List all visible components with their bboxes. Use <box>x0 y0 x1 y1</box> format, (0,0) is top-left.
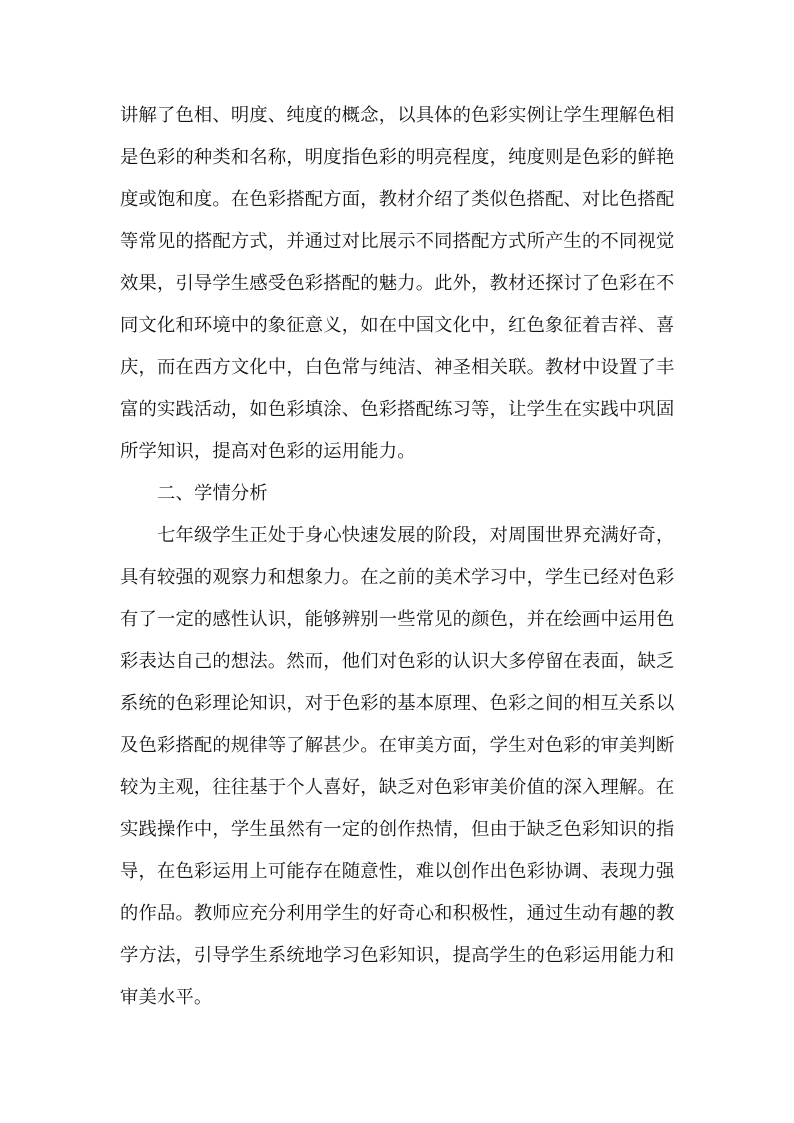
paragraph-line: 七年级学生正处于身心快速发展的阶段，对周围世界充满好奇， <box>157 525 675 546</box>
paragraph-line: 具有较强的观察力和想象力。在之前的美术学习中，学生已经对色彩 <box>120 567 675 588</box>
paragraph-line: 富的实践活动，如色彩填涂、色彩搭配练习等，让学生在实践中巩固 <box>120 399 675 420</box>
paragraph-line: 效果，引导学生感受色彩搭配的魅力。此外，教材还探讨了色彩在不 <box>120 273 675 294</box>
paragraph-line: 学方法，引导学生系统地学习色彩知识，提高学生的色彩运用能力和 <box>120 945 675 966</box>
paragraph-line: 较为主观，往往基于个人喜好，缺乏对色彩审美价值的深入理解。在 <box>120 777 675 798</box>
paragraph-line: 有了一定的感性认识，能够辨别一些常见的颜色，并在绘画中运用色 <box>120 609 675 630</box>
paragraph-line: 的作品。教师应充分利用学生的好奇心和积极性，通过生动有趣的教 <box>120 903 675 924</box>
paragraph-line: 系统的色彩理论知识，对于色彩的基本原理、色彩之间的相互关系以 <box>120 693 675 714</box>
paragraph-line: 讲解了色相、明度、纯度的概念，以具体的色彩实例让学生理解色相 <box>120 105 675 126</box>
paragraph-line: 彩表达自己的想法。然而，他们对色彩的认识大多停留在表面，缺乏 <box>120 651 675 672</box>
paragraph-line: 及色彩搭配的规律等了解甚少。在审美方面，学生对色彩的审美判断 <box>120 735 675 756</box>
paragraph-line: 所学知识，提高对色彩的运用能力。 <box>120 441 416 462</box>
paragraph-line: 导，在色彩运用上可能存在随意性，难以创作出色彩协调、表现力强 <box>120 861 675 882</box>
paragraph-line: 实践操作中，学生虽然有一定的创作热情，但由于缺乏色彩知识的指 <box>120 819 675 840</box>
paragraph-line: 庆，而在西方文化中，白色常与纯洁、神圣相关联。教材中设置了丰 <box>120 357 675 378</box>
paragraph-line: 度或饱和度。在色彩搭配方面，教材介绍了类似色搭配、对比色搭配 <box>120 189 675 210</box>
paragraph-line: 审美水平。 <box>120 987 213 1008</box>
paragraph-line: 是色彩的种类和名称，明度指色彩的明亮程度，纯度则是色彩的鲜艳 <box>120 147 675 168</box>
paragraph-line: 等常见的搭配方式，并通过对比展示不同搭配方式所产生的不同视觉 <box>120 231 675 252</box>
paragraph-line: 同文化和环境中的象征意义，如在中国文化中，红色象征着吉祥、喜 <box>120 315 675 336</box>
section-heading: 二、学情分析 <box>157 483 268 504</box>
